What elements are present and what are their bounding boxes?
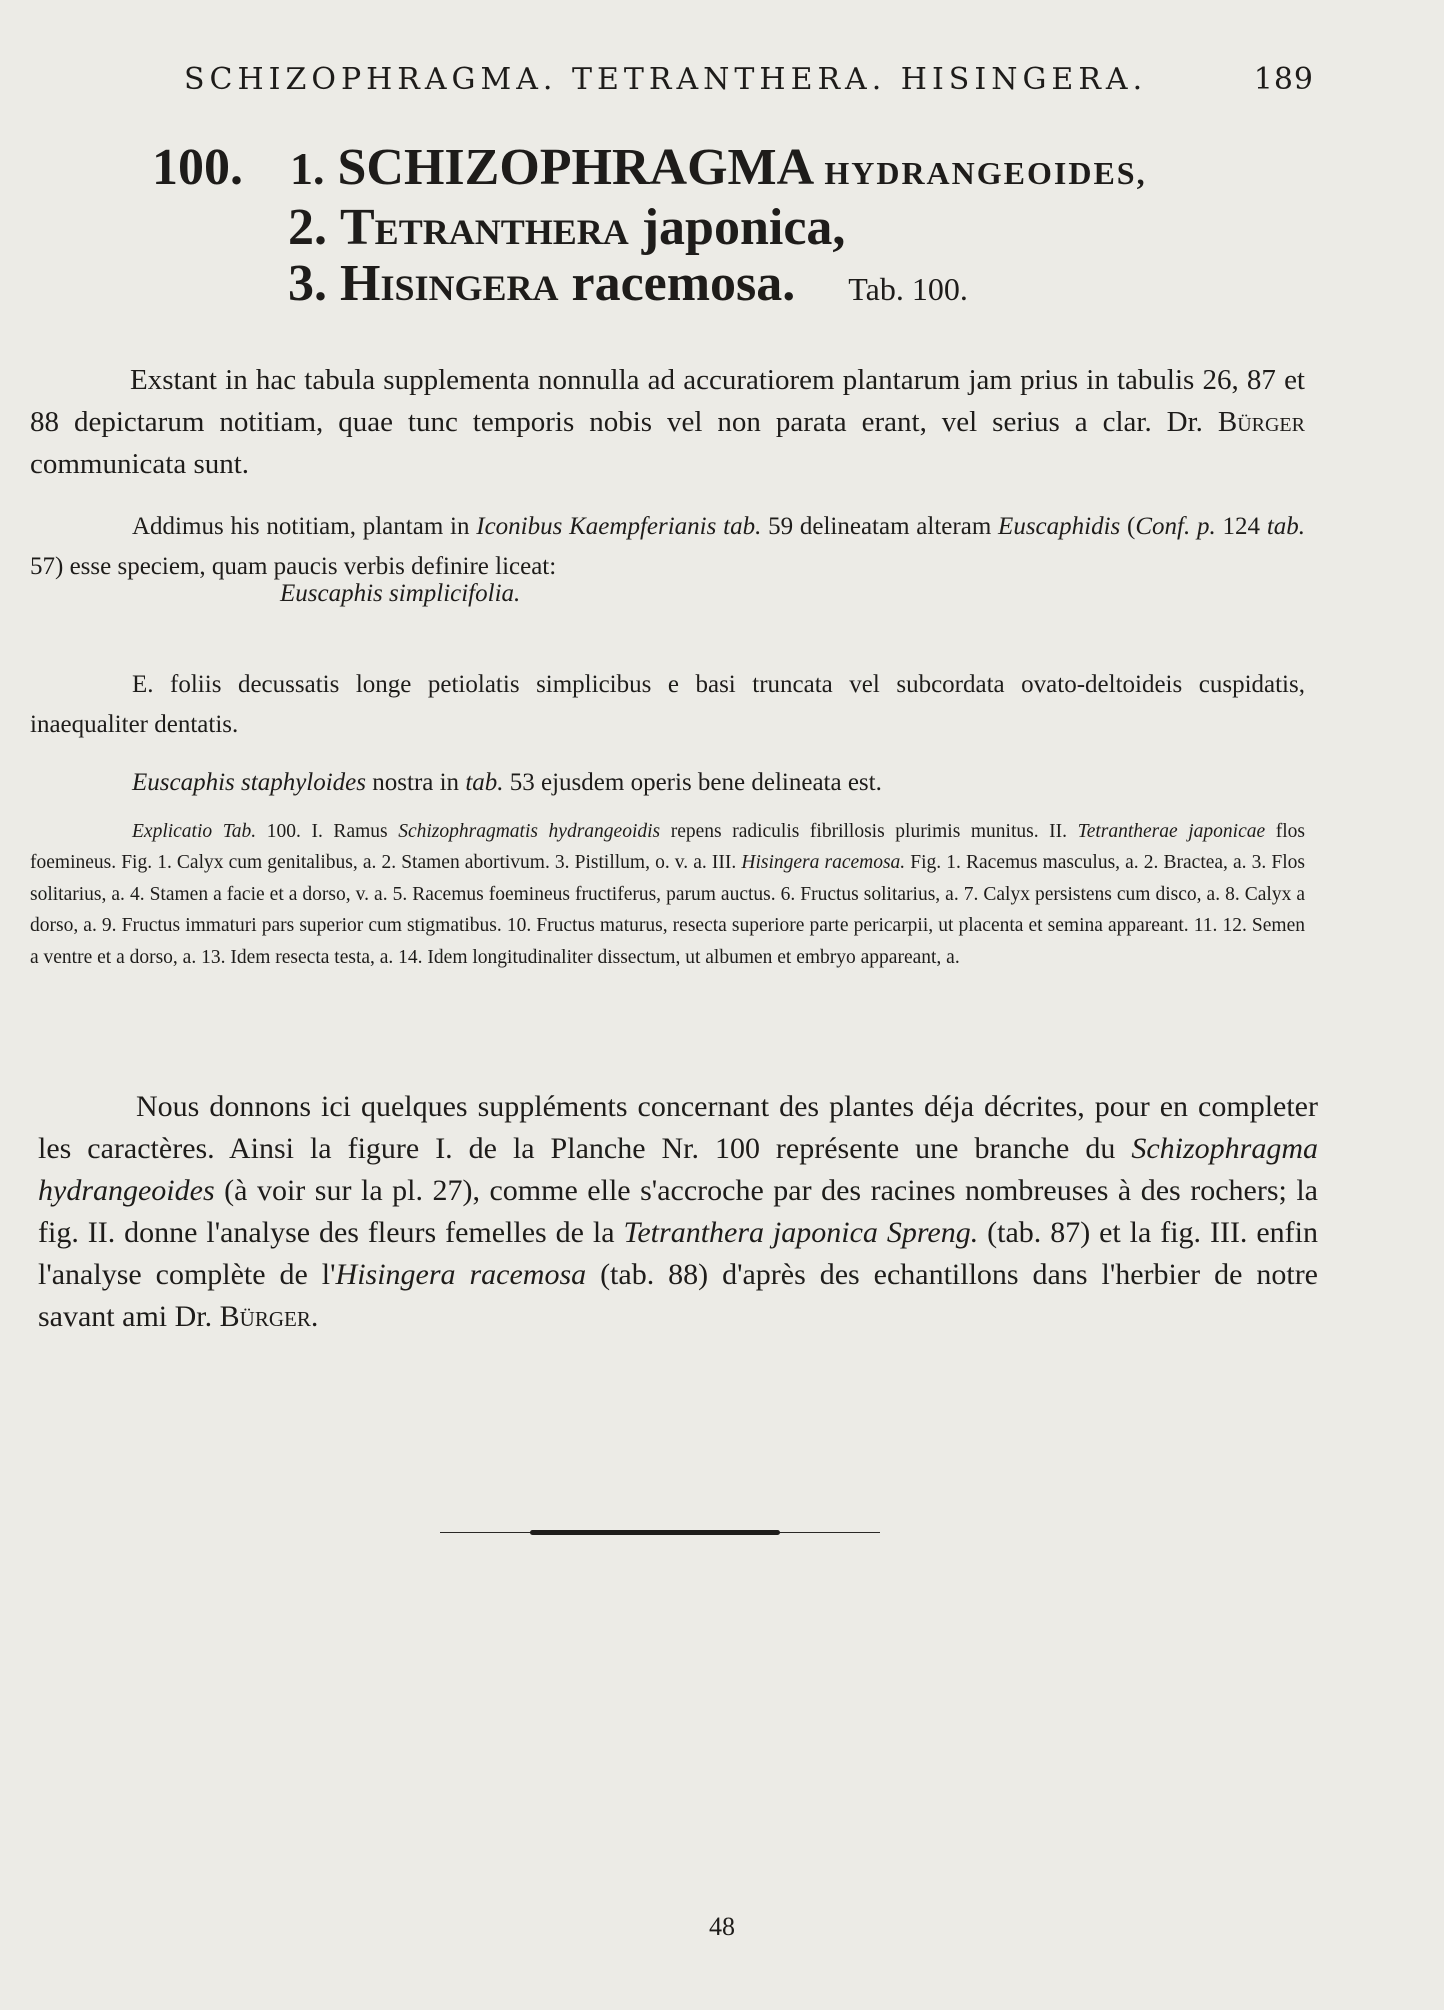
diagnosis-paragraph: E. foliis decussatis longe petiolatis simplicibus e basi truncata vel subcordata ovato-deltoideis cuspidatis, inaequaliter dentatis. [30,671,1305,738]
italic-run: Schizophragmatis hydrangeoidis [398,820,661,842]
genus-schizophragma: SCHIZOPHRAGMA [337,139,812,196]
section-divider [440,1530,880,1536]
text-run: 57) esse speciem, quam paucis verbis definire liceat: [30,553,557,580]
tab-reference: Tab. 100. [848,271,968,307]
text-run: 53 ejusdem operis bene delineata est. [503,769,882,796]
text-run: Fig. 1. Racemus masculus, a. 2. Bractea, a. 3. Flos solitarius, a. 4. Stamen a facie et a dorso, v. a. 5. Racemus foemineus fructiferus, parum auctus. 6. Fructus solitarius, a. 7. Calyx persistens cum disco, a. 8. Calyx a dorso, a. 9. Fructus immaturi pars superior cum stigmatibus. 10. Fructus maturus, resecta superiore parte pericarpii, ut placenta et semina appareant. 11. 12. Semen a ventre et a dorso, a. 13. Idem resecta testa, a. 14. Idem longitudinaliter dissectum, ut albumen et embryo appareant, a. [30,852,1305,968]
italic-run: tab. [1266,513,1306,540]
text-run: (tab. 88) d'après des echantillons dans l'herbier de notre savant ami Dr. [38,1258,1319,1333]
running-title: SCHIZOPHRAGMA. TETRANTHERA. HISINGERA. [184,62,1148,97]
italic-run: Euscaphidis [998,513,1121,540]
title-index-3: 3. [288,255,327,312]
italic-run: Tetranthera japonica Spreng. [623,1216,979,1249]
page-number: 189 [1253,62,1314,97]
text-run: 100. I. Ramus [256,820,399,842]
french-paragraph [38,1086,1318,1338]
addimus-paragraph [30,507,1305,587]
italic-run: Hisingera racemosa. [741,852,906,873]
text-run: Nous donnons ici quelques suppléments concernant des plantes déja décrites, pour en completer les caractères. Ainsi la figure I. de la Planche Nr. 100 représente une branche du [38,1090,1318,1165]
text-run: repens radiculis fibrillosis plurimis munitus. II. [660,820,1078,842]
text-run: ( [1120,513,1136,540]
species-hydrangeoides: HYDRANGEOIDES, [824,155,1147,191]
species-japonica: japonica, [641,199,846,256]
italic-run: Explicatio Tab. [132,820,257,842]
title-line-3 [288,254,968,313]
running-head [184,62,1314,97]
italic-run: tab. [465,769,504,796]
text-run: (tab. 87) et la fig. III. enfin l'analyse complète de l' [38,1216,1318,1291]
title-line-1 [152,138,1147,197]
species-heading: Euscaphis simplicifolia. [280,580,521,607]
person-name: Bürger [1217,406,1305,438]
italic-run: Iconibus Kaempferianis tab. [476,513,762,540]
italic-run: Euscaphis staphyloides [132,769,367,796]
signature-mark: 48 [709,1912,735,1941]
text-run: 124 [1215,513,1267,540]
italic-run: Hisingera racemosa [335,1258,587,1291]
text-run: flos foemineus. Fig. 1. Calyx cum genitalibus, a. 2. Stamen abortivum. 3. Pistillum, o. v. a. III. [30,820,1306,873]
latin-intro-paragraph [30,359,1305,485]
italic-run: Tetrantherae japonicae [1077,820,1266,842]
text-run: 59 delineatam alteram [761,513,999,540]
genus-hisingera: Hisingera [340,255,559,312]
species-racemosa: racemosa. [571,255,796,312]
latin-intro-text: Exstant in hac tabula supplementa nonnulla ad accuratiorem plantarum jam prius in tabulis 26, 87 et 88 depictarum notitiam, quae tunc temporis nobis vel non parata erant, vel serius a clar. Dr. [30,364,1305,438]
genus-tetranthera: Tetranthera [340,199,629,256]
latin-intro-end: communicata sunt. [30,448,250,480]
italic-run: Schizophragma hydrangeoides [38,1132,1318,1207]
text-run: (à voir sur la pl. 27), comme elle s'accroche par des racines nombreuses à des rochers; la fig. II. donne l'analyse des fleurs femelles de la [38,1174,1318,1249]
article-number: 100. [152,139,243,196]
text-run: Addimus his notitiam, plantam in [132,513,477,540]
title-line-2 [288,198,845,257]
staphyloides-paragraph [30,763,1305,803]
title-index-2: 2. [288,199,327,256]
text-run: nostra in [366,769,466,796]
title-index-1: 1. [290,143,325,194]
plate-explanation [30,816,1305,974]
italic-run: Conf. p. [1135,513,1216,540]
person-name: Bürger. [219,1300,319,1333]
